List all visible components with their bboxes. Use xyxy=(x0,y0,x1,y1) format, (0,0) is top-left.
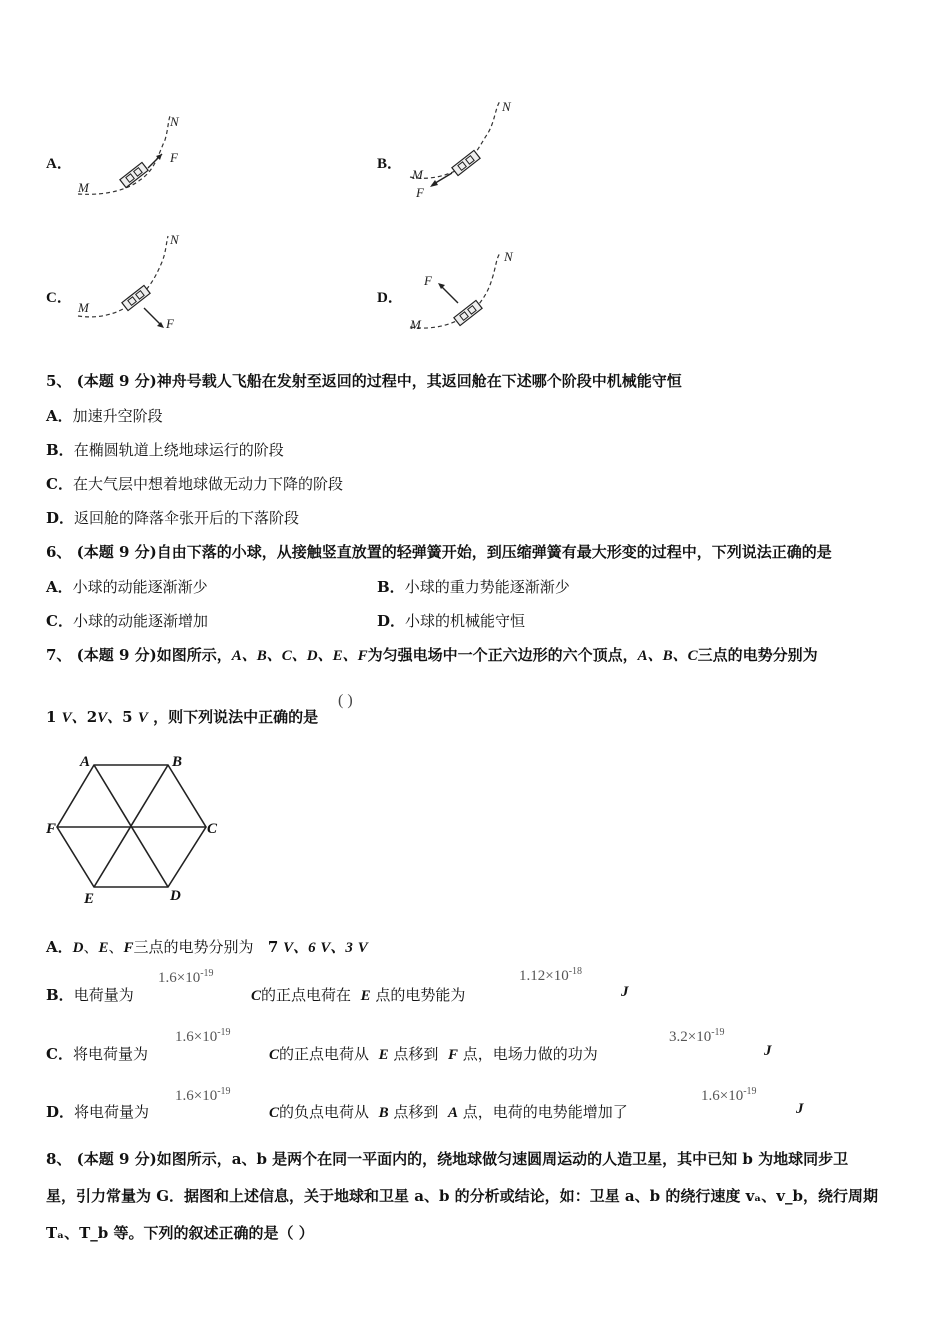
q8-stem-line2: 星，引力常量为 G．据图和上述信息，关于地球和卫星 a、b 的分析或结论，如：卫星 a、b 的绕行速度 vₐ、v_b，绕行周期 xyxy=(46,1187,878,1205)
q7-option-a: A．D、E、F三点的电势分别为 7 V、6 V、3 V xyxy=(46,938,368,956)
svg-text:F: F xyxy=(170,150,178,165)
q5-option-a: A．加速升空阶段 xyxy=(46,407,163,425)
q7-option-c: C．将电荷量为 xyxy=(46,1045,148,1063)
option-label: C． xyxy=(46,290,72,306)
q7-option-c-cont: C的正点电荷从 E 点移到 F 点，电场力做的功为 xyxy=(269,1045,598,1063)
svg-text:F: F xyxy=(424,273,432,288)
q8-stem-line3: Tₐ、T_b 等。下列的叙述正确的是（ ） xyxy=(46,1224,314,1242)
svg-text:E: E xyxy=(84,891,95,907)
hexagon-diagram xyxy=(40,748,230,908)
q7-option-b: B．电荷量为 xyxy=(46,986,134,1004)
svg-text:N: N xyxy=(502,99,511,114)
option-label: D． xyxy=(377,290,403,306)
ship-diagram-a xyxy=(70,110,200,205)
q6-option-a: A．小球的动能逐渐渐少 xyxy=(46,578,208,596)
svg-text:C: C xyxy=(207,821,218,837)
svg-text:F: F xyxy=(46,821,57,837)
svg-text:A: A xyxy=(80,754,91,770)
sci-value: $3.2\times 10^{-19}$ xyxy=(669,1027,725,1045)
option-label: B． xyxy=(377,156,403,172)
q5-option-c: C．在大气层中想着地球做无动力下降的阶段 xyxy=(46,475,343,493)
svg-text:M: M xyxy=(78,300,89,315)
q6-option-d: D．小球的机械能守恒 xyxy=(377,612,526,630)
ship-diagram-b xyxy=(400,95,530,205)
svg-text:B: B xyxy=(172,754,183,770)
q7-option-d: D．将电荷量为 xyxy=(46,1103,150,1121)
svg-text:M: M xyxy=(78,180,89,195)
svg-text:N: N xyxy=(170,232,179,247)
unit-j: J xyxy=(764,1043,772,1059)
answer-paren: ( ) xyxy=(338,692,353,709)
svg-text:M: M xyxy=(410,317,421,332)
unit-j: J xyxy=(621,984,629,1000)
sci-value: $1.6\times 10^{-19}$ xyxy=(158,968,214,986)
svg-text:N: N xyxy=(504,249,513,264)
svg-text:M: M xyxy=(412,167,423,182)
sci-value: $1.6\times 10^{-19}$ xyxy=(701,1086,757,1104)
q7-stem: 7、 (本题 9 分)如图所示，A、B、C、D、E、F为匀强电场中一个正六边形的六个顶点，A、B、C三点的电势分别为 xyxy=(46,646,818,664)
svg-text:F: F xyxy=(166,316,174,331)
unit-j: J xyxy=(796,1101,804,1117)
sci-value: $1.6\times 10^{-19}$ xyxy=(175,1086,231,1104)
q7-stem-line2: 1 V、2V、5 V ，则下列说法中正确的是 xyxy=(46,708,319,726)
ship-diagram-d xyxy=(400,245,530,340)
q7-option-d-cont: C的负点电荷从 B 点移到 A 点，电荷的电势能增加了 xyxy=(269,1103,628,1121)
svg-text:N: N xyxy=(170,114,179,129)
q6-option-b: B．小球的重力势能逐渐渐少 xyxy=(377,578,570,596)
q6-option-c: C．小球的动能逐渐增加 xyxy=(46,612,208,630)
q5-option-d: D．返回舱的降落伞张开后的下落阶段 xyxy=(46,509,300,527)
q6-stem: 6、 (本题 9 分)自由下落的小球，从接触竖直放置的轻弹簧开始，到压缩弹簧有最大形变的过程中，下列说法正确的是 xyxy=(46,543,832,561)
option-label: A． xyxy=(46,156,72,172)
q8-stem-line1: 8、 (本题 9 分)如图所示，a、b 是两个在同一平面内的，绕地球做匀速圆周运动的人造卫星，其中已知 b 为地球同步卫 xyxy=(46,1150,849,1168)
sci-value: $1.6\times 10^{-19}$ xyxy=(175,1027,231,1045)
sci-value: $1.12\times 10^{-18}$ xyxy=(519,966,583,984)
svg-text:D: D xyxy=(170,888,181,904)
q5-option-b: B．在椭圆轨道上绕地球运行的阶段 xyxy=(46,441,284,459)
q5-stem: 5、 (本题 9 分)神舟号载人飞船在发射至返回的过程中，其返回舱在下述哪个阶段中机械能守恒 xyxy=(46,372,682,390)
ship-diagram-c xyxy=(70,228,200,338)
svg-text:F: F xyxy=(416,185,424,200)
q7-option-b-cont: C的正点电荷在 E 点的电势能为 xyxy=(251,986,466,1004)
